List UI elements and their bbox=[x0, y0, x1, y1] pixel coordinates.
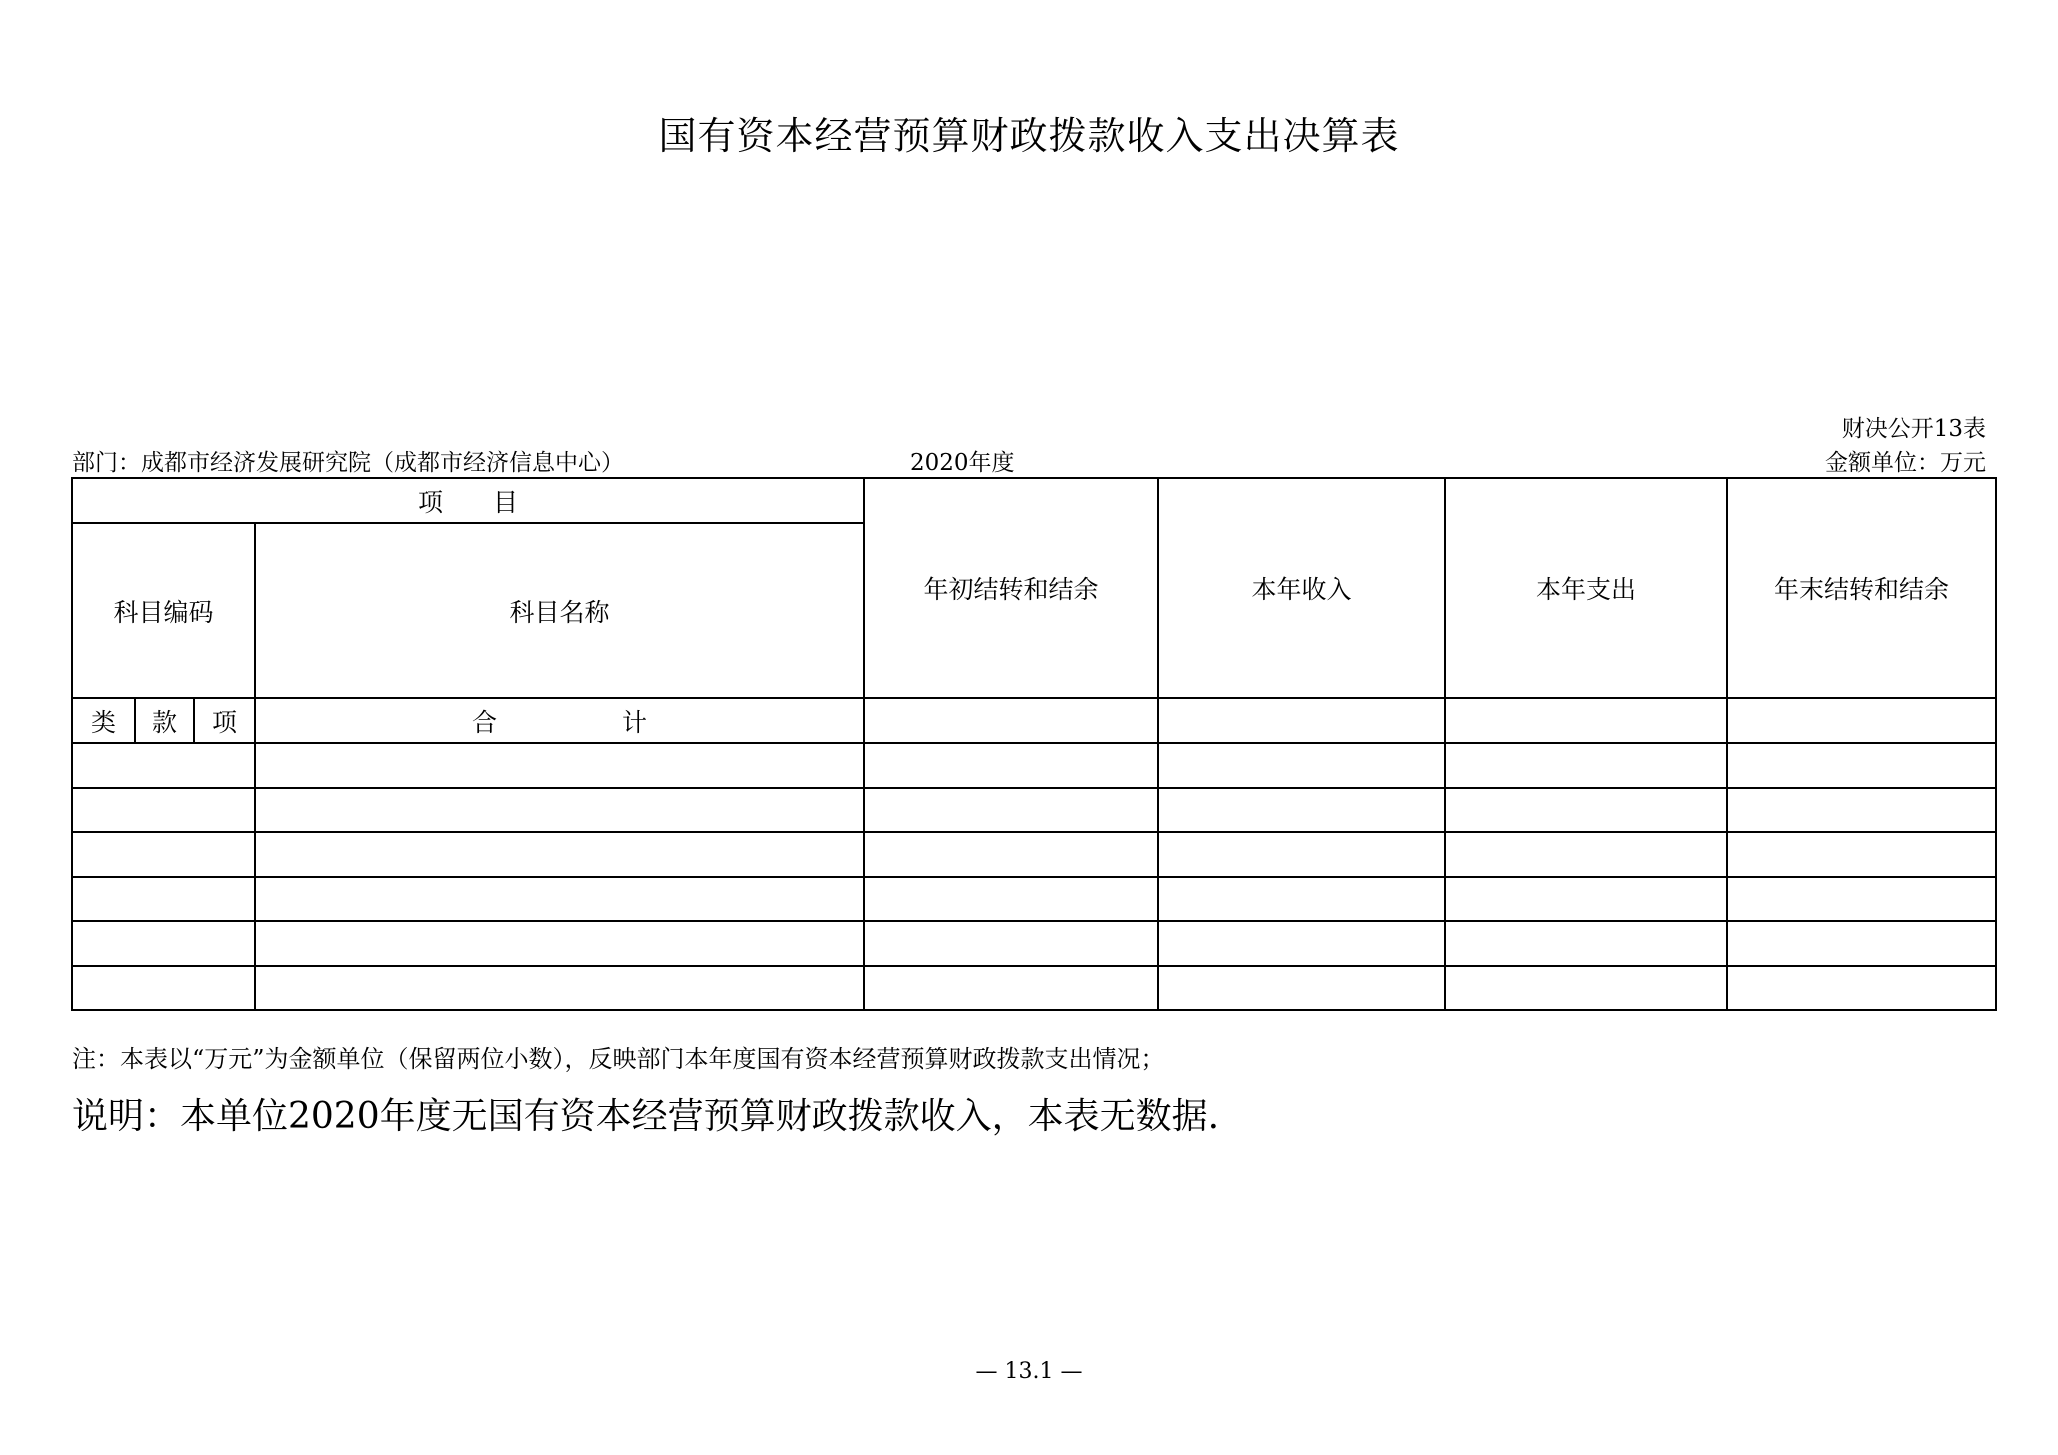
form-number: 财决公开13表 bbox=[1841, 416, 1986, 442]
table-cell bbox=[1727, 921, 1996, 966]
table-row bbox=[72, 921, 1996, 966]
page-number: — 13.1 — bbox=[975, 1359, 1083, 1384]
sub-class: 类 bbox=[72, 698, 135, 743]
table-cell bbox=[255, 788, 864, 832]
col-begin-balance: 年初结转和结余 bbox=[864, 478, 1158, 698]
table-cell bbox=[1158, 877, 1445, 921]
item-header: 项 目 bbox=[72, 478, 864, 523]
budget-table bbox=[71, 477, 1997, 1011]
table-cell bbox=[1445, 832, 1727, 877]
col-end-balance: 年末结转和结余 bbox=[1727, 478, 1996, 698]
table-cell bbox=[72, 832, 255, 877]
department-label: 部门：成都市经济发展研究院（成都市经济信息中心） bbox=[72, 450, 624, 476]
table-cell bbox=[255, 921, 864, 966]
name-header: 科目名称 bbox=[255, 523, 864, 698]
table-cell bbox=[1727, 832, 1996, 877]
table-cell bbox=[864, 966, 1158, 1010]
total-cell bbox=[1445, 698, 1727, 743]
table-cell bbox=[1445, 966, 1727, 1010]
table-cell bbox=[255, 832, 864, 877]
table-cell bbox=[1158, 788, 1445, 832]
table-cell bbox=[1158, 921, 1445, 966]
table-row bbox=[72, 966, 1996, 1010]
amount-unit: 金额单位：万元 bbox=[1825, 450, 1986, 476]
table-cell bbox=[1158, 832, 1445, 877]
table-cell bbox=[864, 788, 1158, 832]
table-cell bbox=[72, 921, 255, 966]
table-cell bbox=[1445, 921, 1727, 966]
table-cell bbox=[72, 788, 255, 832]
col-expense: 本年支出 bbox=[1445, 478, 1727, 698]
table-row bbox=[72, 877, 1996, 921]
sub-item: 项 bbox=[194, 698, 255, 743]
table-row bbox=[72, 832, 1996, 877]
table-cell bbox=[72, 877, 255, 921]
table-cell bbox=[255, 743, 864, 788]
total-cell bbox=[864, 698, 1158, 743]
table-cell bbox=[1727, 788, 1996, 832]
table-cell bbox=[1727, 877, 1996, 921]
table-cell bbox=[864, 832, 1158, 877]
table-cell bbox=[864, 921, 1158, 966]
sub-section: 款 bbox=[135, 698, 194, 743]
table-cell bbox=[72, 743, 255, 788]
table-row bbox=[72, 743, 1996, 788]
table-cell bbox=[1158, 966, 1445, 1010]
table-cell bbox=[1445, 877, 1727, 921]
table-cell bbox=[1727, 743, 1996, 788]
table-cell bbox=[255, 877, 864, 921]
table-cell bbox=[72, 966, 255, 1010]
total-cell bbox=[1158, 698, 1445, 743]
year-label: 2020年度 bbox=[910, 450, 1015, 476]
table-cell bbox=[864, 743, 1158, 788]
table-cell bbox=[255, 966, 864, 1010]
table-cell bbox=[864, 877, 1158, 921]
table-row bbox=[72, 788, 1996, 832]
table-cell bbox=[1158, 743, 1445, 788]
total-label: 合 计 bbox=[255, 698, 864, 743]
page-title: 国有资本经营预算财政拨款收入支出决算表 bbox=[658, 114, 1400, 158]
explanation-text: 说明：本单位2020年度无国有资本经营预算财政拨款收入，本表无数据. bbox=[72, 1096, 1220, 1137]
table-cell bbox=[1445, 788, 1727, 832]
code-header: 科目编码 bbox=[72, 523, 255, 698]
col-income: 本年收入 bbox=[1158, 478, 1445, 698]
table-cell bbox=[1727, 966, 1996, 1010]
total-cell bbox=[1727, 698, 1996, 743]
table-cell bbox=[1445, 743, 1727, 788]
table-note: 注：本表以“万元”为金额单位（保留两位小数），反映部门本年度国有资本经营预算财政拨款支出情况； bbox=[72, 1045, 1165, 1073]
